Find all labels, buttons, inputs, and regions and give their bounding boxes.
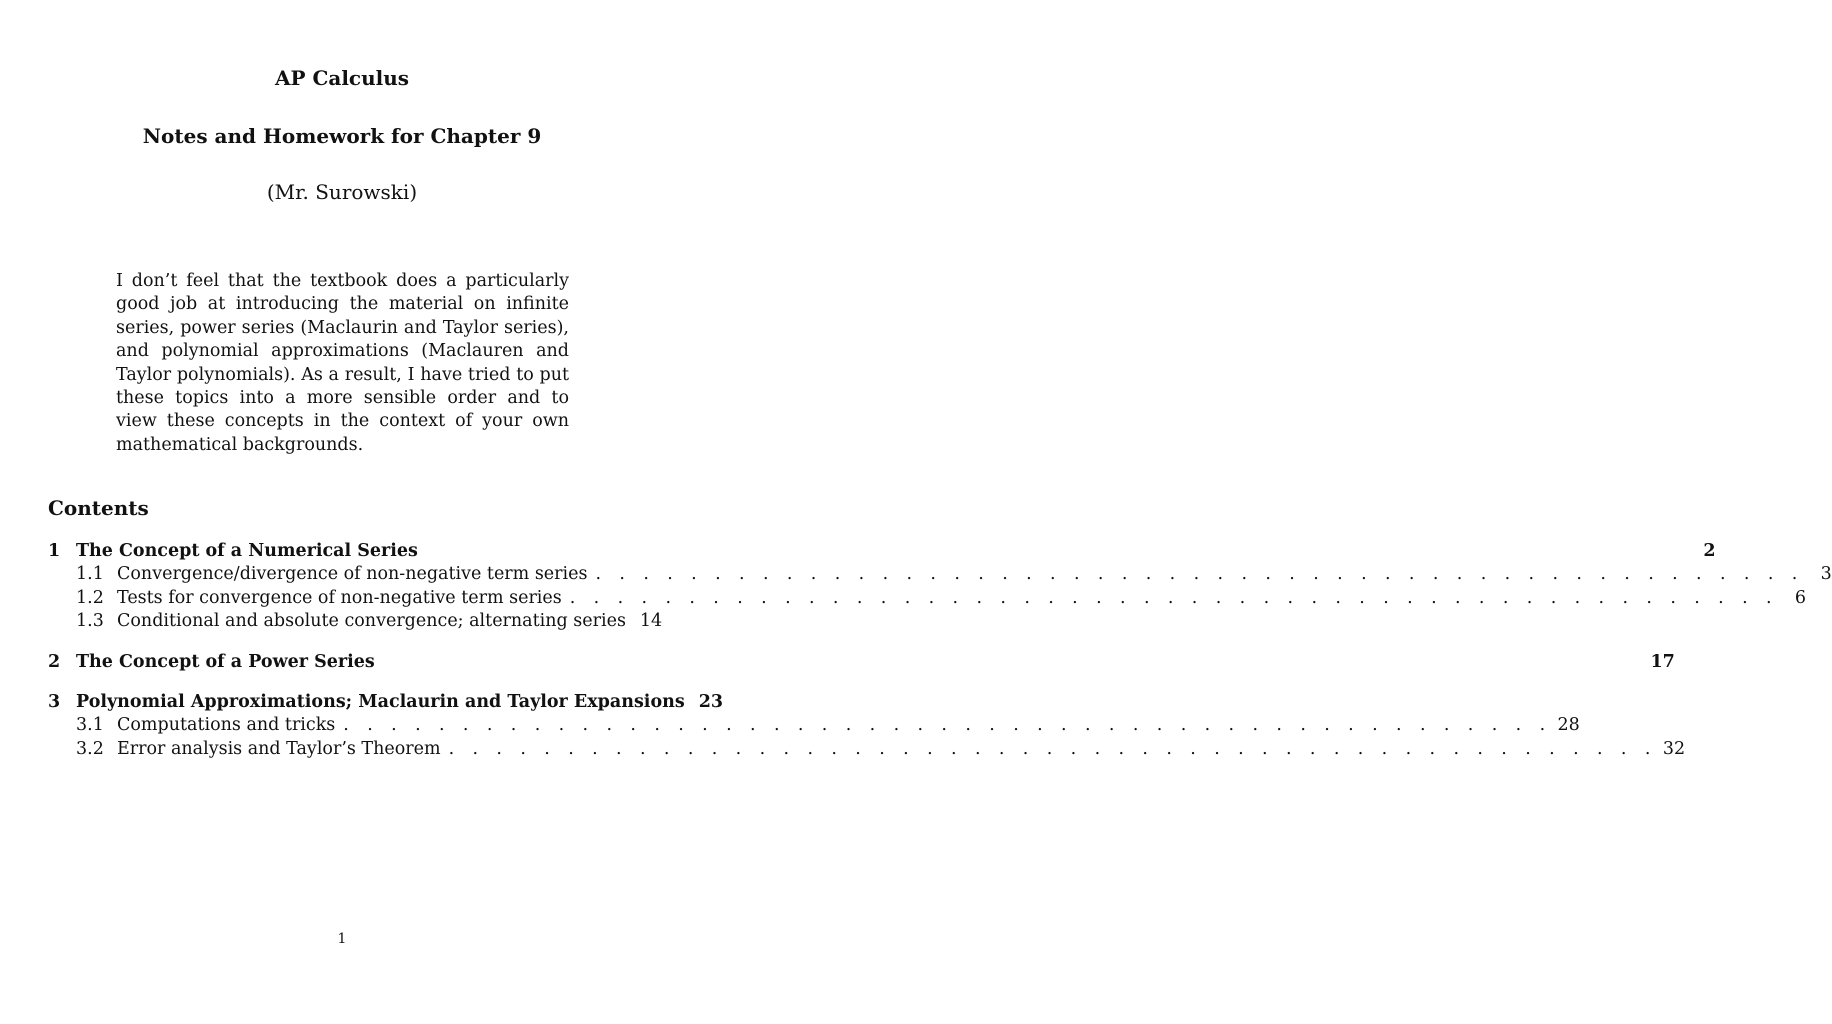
toc-entry-2[interactable] bbox=[48, 651, 1675, 674]
toc-entry-1-2[interactable] bbox=[48, 587, 1806, 610]
toc-entry-page: 23 bbox=[698, 691, 724, 712]
toc-entry-title: Error analysis and Taylor’s Theorem bbox=[117, 738, 441, 759]
toc-entry-page: 6 bbox=[1794, 587, 1806, 608]
toc-entry-number: 3.1 bbox=[76, 715, 104, 736]
toc-entry-number: 1 bbox=[48, 541, 61, 561]
toc-entry-title: The Concept of a Numerical Series bbox=[76, 541, 418, 561]
toc-entry-number: 2 bbox=[48, 651, 61, 672]
document-subtitle: Notes and Homework for Chapter 9 bbox=[142, 124, 542, 148]
toc-entry-page: 32 bbox=[1662, 738, 1686, 759]
toc-entry-title: Convergence/divergence of non-negative term series bbox=[117, 564, 588, 585]
document-title: AP Calculus bbox=[274, 66, 410, 90]
toc-entry-1-1[interactable] bbox=[48, 563, 1832, 586]
toc-entry-title: Computations and tricks bbox=[117, 715, 336, 736]
table-of-contents bbox=[48, 540, 1832, 761]
toc-dot-leader: . . . . . . . . . . . . . . . . . . . . . . . . . . . . . . . . . . . . . . . . . . . . . . . . . . . bbox=[448, 738, 1657, 759]
toc-entry-number: 3 bbox=[48, 691, 61, 712]
toc-entry-3-1[interactable] bbox=[48, 714, 1580, 737]
toc-dot-leader: . . . . . . . . . . . . . . . . . . . . . . . . . . . . . . . . . . . . . . . . . . . . . . . . . . . bbox=[569, 587, 1778, 608]
toc-dot-leader: . . . . . . . . . . . . . . . . . . . . . . . . . . . . . . . . . . . . . . . . . . . . . . . . . . . bbox=[343, 715, 1552, 736]
toc-entry-page: 2 bbox=[1703, 541, 1716, 561]
intro-paragraph: I don’t feel that the textbook does a particularly good job at introducing the material on infinite series, power series (Maclaurin and Taylor series), and polynomial approximations (Maclauren and Taylor polynomials). As a result, I have tried to put these topics into a more sensible order and to view these concepts in the context of your own mathematical backgrounds. bbox=[116, 271, 569, 455]
toc-entry-number: 1.2 bbox=[76, 587, 104, 608]
contents-heading: Contents bbox=[48, 496, 149, 520]
toc-entry-3-2[interactable] bbox=[48, 738, 1686, 761]
toc-entry-title: The Concept of a Power Series bbox=[76, 651, 375, 672]
toc-entry-number: 1.1 bbox=[76, 564, 104, 585]
toc-entry-1[interactable] bbox=[48, 540, 1716, 563]
toc-entry-1-3[interactable] bbox=[48, 610, 663, 633]
toc-entry-number: 3.2 bbox=[76, 738, 104, 759]
toc-entry-title: Polynomial Approximations; Maclaurin and Taylor Expansions bbox=[76, 691, 685, 712]
toc-entry-page: 28 bbox=[1557, 715, 1580, 736]
toc-entry-title: Tests for convergence of non-negative term series bbox=[117, 587, 562, 608]
page-number: 1 bbox=[337, 931, 347, 947]
toc-dot-leader: . . . . . . . . . . . . . . . . . . . . . . . . . . . . . . . . . . . . . . . . . . . . . . . . . . . bbox=[595, 564, 1804, 585]
toc-entry-3[interactable] bbox=[48, 691, 724, 714]
toc-entry-page: 14 bbox=[639, 611, 663, 632]
toc-entry-title: Conditional and absolute convergence; alternating series bbox=[117, 611, 626, 632]
toc-entry-page: 17 bbox=[1650, 651, 1675, 672]
toc-entry-number: 1.3 bbox=[76, 611, 104, 632]
toc-entry-page: 3 bbox=[1820, 564, 1832, 585]
document-author: (Mr. Surowski) bbox=[266, 180, 418, 204]
